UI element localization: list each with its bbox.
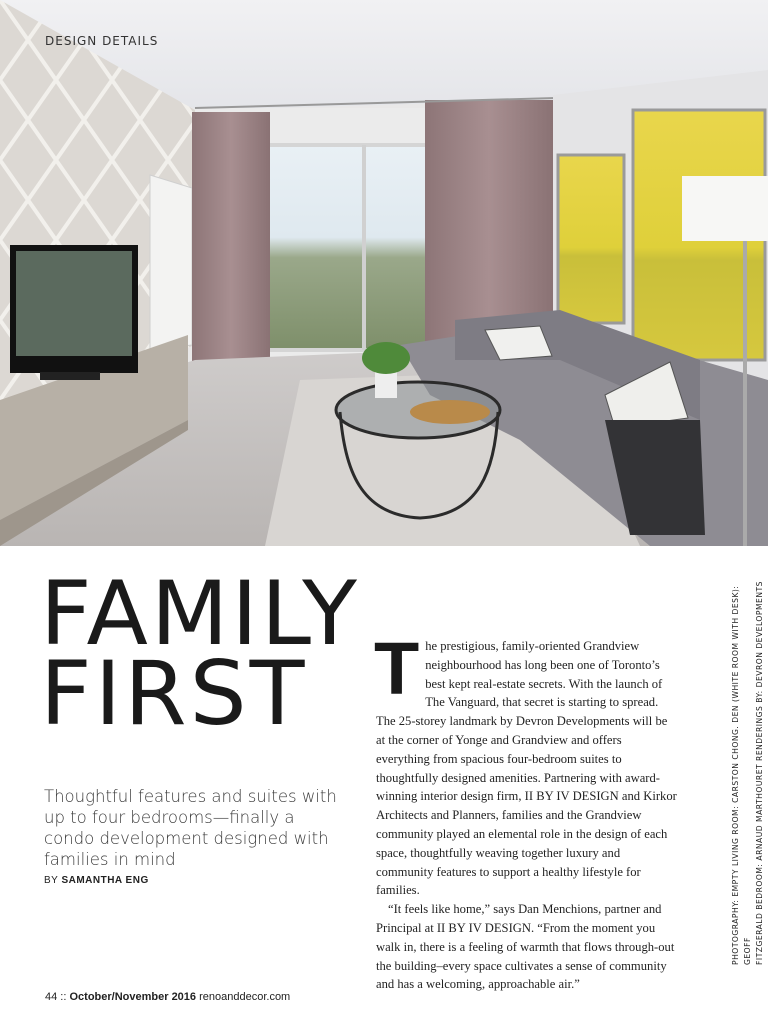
byline-author: SAMANTHA ENG — [61, 875, 149, 886]
deck-subtitle: Thoughtful features and suites with up to four bedrooms—finally a condo development designed with families in mind — [44, 787, 337, 869]
paragraph-1-text: he prestigious, family-oriented Grandview neighbourhood has long been one of Toronto’s best kept real-estate secrets. With the launch of The Vanguard, that secret is starting to spread. The 25-storey landmark by Devron Developments will be at the corner of Yonge and Grandview and offers everything from spacious four-bedroom suites to thoughtfully designed amenities. Partnering with award-winning interior design firm, II BY IV DESIGN and Kirkor Architects and Planners, families and the Grandview community played an elemental role in the design of each space, thoughtfully weaving together luxury and community features to support a healthy lifestyle for families. — [376, 639, 677, 898]
byline-prefix: BY — [44, 875, 62, 886]
headline-line-1: FAMILY — [40, 562, 360, 665]
drop-cap: T — [374, 627, 420, 710]
page-number: 44 — [45, 991, 58, 1003]
article-body — [374, 627, 678, 994]
byline — [44, 875, 149, 886]
issue-date: October/November 2016 — [69, 991, 197, 1003]
headline-line-2: FIRST — [40, 642, 308, 745]
credits-line-1: PHOTOGRAPHY: EMPTY LIVING ROOM: CARSTON CHONG. DEN (WHITE ROOM WITH DESK): GEOFF — [731, 585, 752, 965]
photo-credits — [730, 565, 766, 965]
website: renoanddecor.com — [196, 991, 291, 1003]
paragraph-1 — [374, 627, 678, 900]
paragraph-2: “It feels like home,” says Dan Menchions, partner and Principal at II BY IV DESIGN. “From the moment you walk in, there is a feeling of warmth that flows through-out the building–every space cultivates a sense of community and has a welcoming, approachable air.” — [376, 902, 675, 992]
credits-line-2: FITZGERALD BEDROOM: ARNAUD MARTHOURET RENDERINGS BY: DEVRON DEVELOPMENTS — [755, 581, 764, 965]
page-footer — [45, 991, 290, 1003]
footer-separator: :: — [57, 991, 70, 1003]
section-label: DESIGN DETAILS — [45, 34, 159, 48]
headline — [40, 562, 360, 745]
